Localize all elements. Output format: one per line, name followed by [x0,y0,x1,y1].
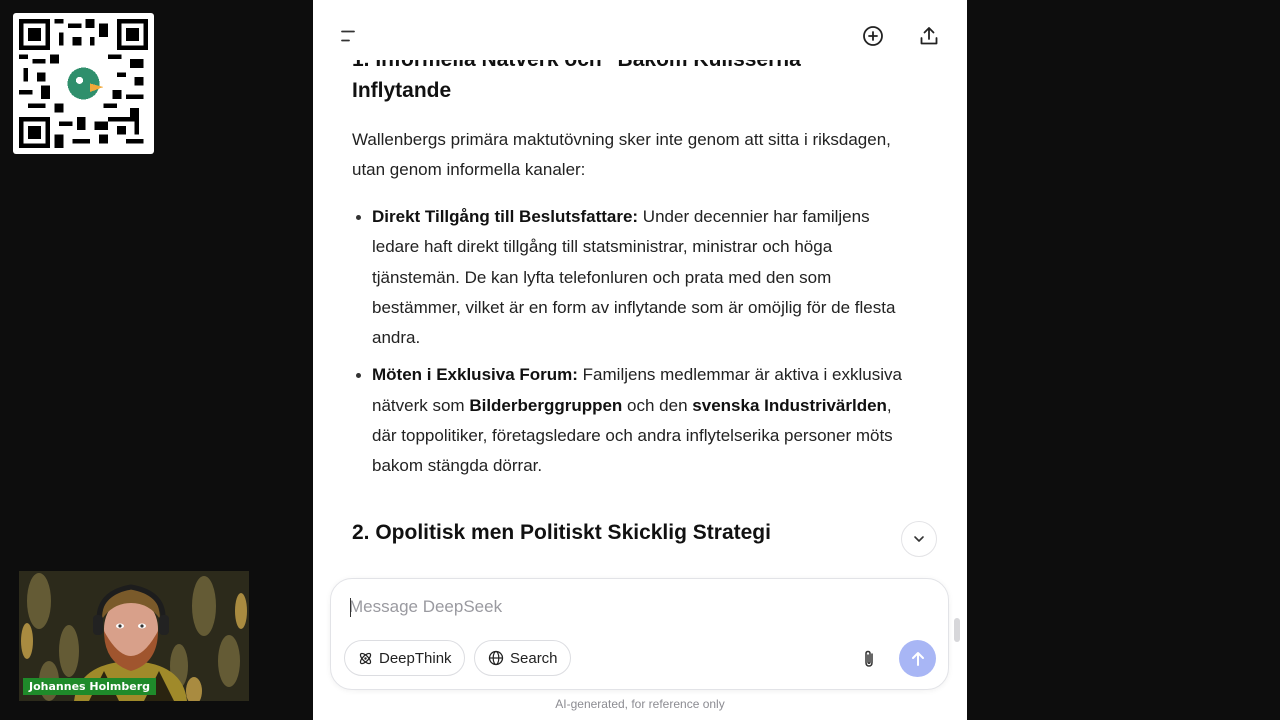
bullet-list [352,202,912,482]
chevron-down-icon [912,532,926,546]
atom-icon [358,651,373,666]
bullet-bold: svenska Industrivärlden [692,395,887,415]
message-composer [330,578,949,690]
section-heading-2: 2. Opolitisk men Politiskt Skicklig Strategi [352,520,771,544]
list-item [352,360,912,481]
bullet-text: Familjens medlemmar är aktiva i exklusiva nätverk som [372,365,902,415]
new-chat-icon[interactable] [859,22,887,50]
scrollbar-thumb[interactable] [954,618,960,642]
section-heading: Inflytande [352,79,452,102]
chat-app [313,0,967,720]
bullet-text: och den [622,395,693,415]
webcam-feed [19,571,249,701]
chat-message [352,44,912,594]
disclaimer-text: AI-generated, for reference only [555,697,725,711]
top-bar [313,0,967,60]
share-icon[interactable] [915,22,943,50]
search-label: Search [510,649,558,667]
bullet-bold: Bilderberggruppen [469,395,623,415]
deepthink-button[interactable] [344,640,465,676]
search-button[interactable] [474,640,571,676]
webcam-name-label: Johannes Holmberg [23,678,156,695]
bullet-text: , där toppolitiker, företagsledare och andra inflytelserika personer möts bakom stängda dörrar. [372,395,893,476]
menu-icon[interactable] [335,22,363,50]
intro-paragraph: Wallenbergs primära maktutövning sker inte genom att sitta i riksdagen, utan genom informella kanaler: [352,130,891,179]
qr-code-icon [19,19,148,148]
bullet-lead: Direkt Tillgång till Beslutsfattare: [372,207,639,226]
scroll-to-bottom-button[interactable] [901,521,937,557]
bullet-text: Under decennier har familjens ledare haft direkt tillgång till statsministrar, ministrar och höga tjänstemän. De kan lyfta telefonluren och prata med den som bestämmer, vilket är en form av inflytande som är omöjlig för de flesta andra. [372,207,896,348]
globe-icon [488,650,504,666]
bullet-lead: Möten i Exklusiva Forum: [372,365,578,385]
arrow-up-icon [909,650,927,668]
list-item [352,202,912,353]
send-button[interactable] [899,640,936,677]
qr-code [13,13,154,154]
message-input[interactable] [349,595,909,619]
deepthink-label: DeepThink [379,649,452,667]
paperclip-icon[interactable] [857,647,881,671]
text-caret [350,598,351,617]
